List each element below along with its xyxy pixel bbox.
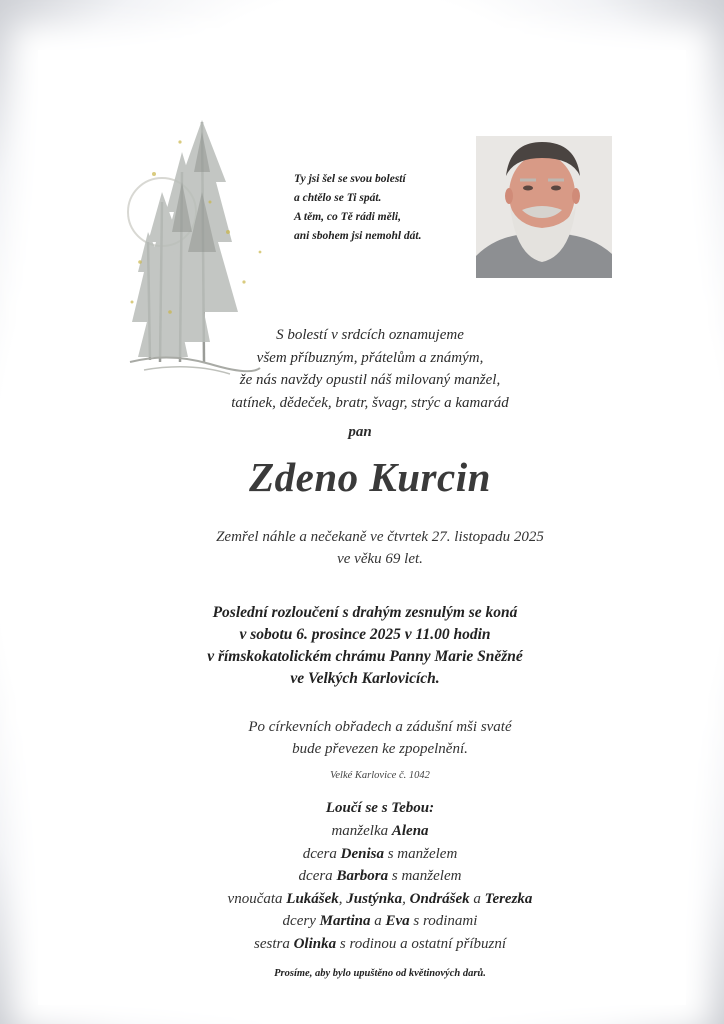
mourner-name: Olinka: [293, 935, 337, 952]
relation: sestra: [254, 935, 294, 952]
poem-line: A těm, co Tě rádi měli,: [294, 211, 401, 223]
mourner-name: Terezka: [484, 890, 533, 907]
relation: manželka: [331, 823, 392, 839]
mourner-line: [160, 843, 600, 866]
funeral-info-line: Poslední rozloučení s drahým zesnulým se koná: [212, 604, 518, 621]
separator: a: [370, 913, 386, 929]
announcement-line: všem příbuzným, přátelům a známým,: [256, 349, 484, 366]
death-info-line: Zemřel náhle a nečekaně ve čtvrtek 27. listopadu 2025: [216, 529, 544, 545]
mourner-line: [160, 910, 600, 933]
mourner-name: Justýnka: [346, 890, 403, 907]
poem-line: a chtělo se Ti spát.: [294, 192, 382, 204]
mourner-name: Denisa: [340, 845, 384, 862]
relation: dcery: [282, 913, 320, 929]
mourner-line: [160, 820, 600, 843]
poem-line: Ty jsi šel se svou bolestí: [294, 173, 406, 185]
after-ceremony-line: Po církevních obřadech a zádušní mši svaté: [248, 719, 512, 735]
mourner-line: [160, 865, 600, 888]
separator: a: [469, 890, 485, 907]
funeral-info-line: v římskokatolickém chrámu Panny Marie Sněžné: [207, 648, 523, 665]
relation-suffix: s manželem: [383, 845, 458, 862]
after-ceremony-line: bude převezen ke zpopelnění.: [292, 741, 468, 757]
mourner-name: Alena: [391, 823, 429, 839]
relation-suffix: s rodinou a ostatní příbuzní: [336, 935, 506, 952]
poem-line: ani sbohem jsi nemohl dát.: [294, 230, 422, 242]
relation-suffix: s manželem: [388, 868, 462, 884]
deceased-name: Zdeno Kurcin: [249, 454, 491, 500]
mourners-list: [160, 820, 600, 955]
announcement-line: že nás navždy opustil náš milovaný manžel,: [239, 372, 501, 388]
mourner-name: Eva: [385, 913, 410, 929]
mourner-line: [160, 888, 600, 911]
title-prefix: pan: [348, 424, 372, 440]
portrait-photo: [476, 136, 612, 278]
death-info: [170, 526, 590, 570]
relation-suffix: s rodinami: [409, 913, 478, 929]
announcement-line: tatínek, dědeček, bratr, švagr, strýc a kamarád: [231, 394, 509, 411]
announcement: [180, 324, 560, 414]
separator: ,: [402, 890, 410, 907]
poem: [294, 170, 464, 246]
mourner-name: Martina: [319, 913, 371, 929]
relation: vnoučata: [227, 890, 287, 907]
separator: ,: [338, 890, 347, 907]
funeral-info-line: ve Velkých Karlovicích.: [290, 670, 440, 687]
relation: dcera: [298, 868, 337, 884]
funeral-info-line: v sobotu 6. prosince 2025 v 11.00 hodin: [239, 626, 491, 643]
death-info-line: ve věku 69 let.: [337, 551, 423, 567]
mourner-line: [160, 933, 600, 956]
address: Velké Karlovice č. 1042: [330, 770, 430, 781]
mourner-name: Barbora: [336, 868, 389, 884]
mourner-name: Ondrášek: [409, 890, 470, 907]
flowers-note: Prosíme, aby bylo upuštěno od květinových darů.: [274, 968, 486, 979]
announcement-line: S bolestí v srdcích oznamujeme: [276, 327, 464, 343]
farewell-title: Loučí se s Tebou:: [325, 800, 435, 816]
after-ceremony: [180, 716, 580, 760]
funeral-info: [150, 602, 580, 690]
relation: dcera: [302, 845, 341, 862]
mourner-name: Lukášek: [286, 890, 339, 907]
